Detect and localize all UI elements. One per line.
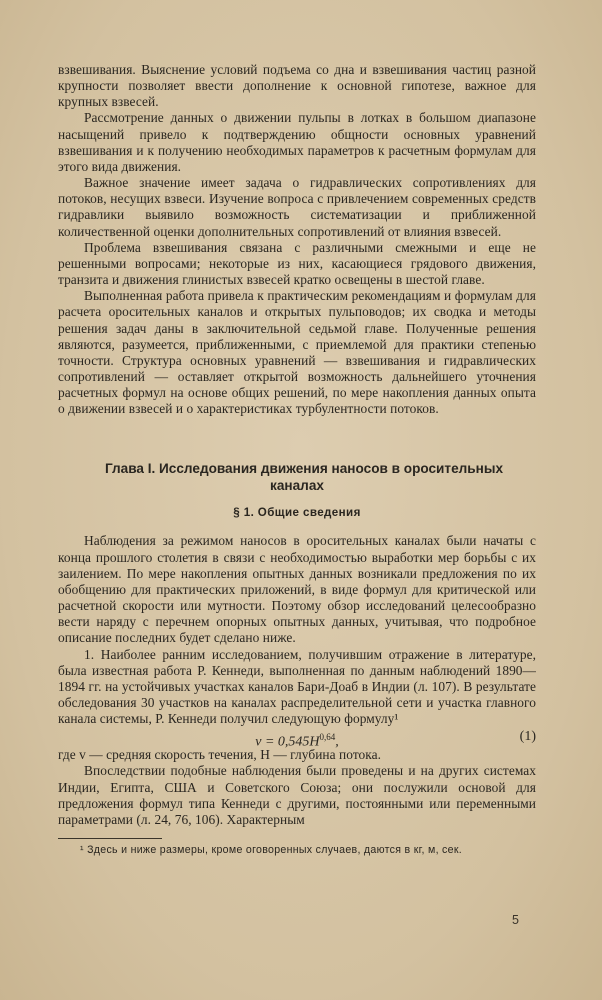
section-title: § 1. Общие сведения [233, 506, 361, 520]
paragraph-section-3: Впоследствии подобные наблюдения были проведены и на других системах Индии, Египта, США и Советского Союза; они послужили основой для предложения формул типа Кеннеди с другими, постоянными или переменными параметрами (л. 24, 76, 106). Характерным [58, 763, 536, 827]
chapter-title-continuation: каналах [270, 477, 324, 493]
formula-explanation: где v — средняя скорость течения, H — глубина потока. [58, 747, 382, 763]
paragraph-intro-2: Рассмотрение данных о движении пульпы в лотках в большом диапазоне насыщений привело к подтверждению общности основных уравнений взвешивания и к получению необходимых параметров к расчетным формулам для этого вида движения. [58, 110, 536, 174]
equation-number: (1) [519, 729, 536, 745]
formula-rhs: = 0,545H [264, 734, 320, 750]
paragraph-intro-4: Проблема взвешивания связана с различными смежными и еще не решенными вопросами; некоторые из них, касающиеся грядового движения, транзита и движения глинистых взвесей кратко освещены в шестой главе. [58, 239, 536, 288]
page-body [58, 62, 536, 857]
paragraph-section-1: Наблюдения за режимом наносов в оросительных каналах были начаты с конца прошлого столетия в связи с необходимостью выработки мер борьбы с их заилением. По мере накопления опытных данных возникали предложения по их обобщению для практических приложений, в виде формул для критической или расчетной скорости или мутности. Поэтому обзор исследований целесообразно вести наряду с перечнем опорных опытных данных, учитывая, что подробное описание последних будет сделано ниже. [58, 533, 536, 646]
paragraph-section-2: 1. Наиболее ранним исследованием, получившим отражение в литературе, была известная работа Р. Кеннеди, выполненная по данным наблюдений 1890—1894 гг. на устойчивых участках каналов Бари-Доаб в Индии (л. 107). В результате обследования 30 участков на каналах распределительной сети и участка главного канала системы, Р. Кеннеди получил следующую формулу¹ [58, 646, 536, 727]
formula-exponent: 0,64 [319, 732, 336, 743]
page-number: 5 [512, 913, 519, 927]
chapter-title: Глава I. Исследования движения наносов в оросительных [104, 461, 504, 477]
paragraph-intro-1: взвешивания. Выяснение условий подъема со дна и взвешивания частиц разной крупности позволяет ввести дополнение к основной гипотезе, важное для крупных взвесей. [58, 62, 536, 110]
formula-expression [58, 727, 536, 753]
footnote: ¹ Здесь и ниже размеры, кроме оговоренных случаев, даются в кг, м, сек. [80, 844, 463, 857]
paragraph-intro-3: Важное значение имеет задача о гидравлических сопротивлениях для потоков, несущих взвеси. Изучение вопроса с привлечением современных средств гидравлики выявило возможность систематизации и приближенной количественной оценки дополнительных сопротивлений от влияния взвесей. [58, 175, 536, 239]
formula-lhs: v [255, 734, 262, 750]
formula-tail: , [335, 734, 339, 750]
formula-kennedy [58, 727, 536, 750]
section-spacer [58, 417, 536, 461]
footnote-divider [58, 838, 162, 839]
paragraph-intro-5: Выполненная работа привела к практическим рекомендациям и формулам для расчета оросительных каналов и открытых пульповодов; их сводка и методы решения задач даны в заключительной седьмой главе. Полученные решения являются, разумеется, приближенными, с приемлемой для практики степенью точности. Структура основных уравнений — взвешивания и гидравлических сопротивлений — оставляет открытой возможность дальнейшего уточнения расчетных формул на основе общих решений, по мере накопления данных опыта о движении взвесей и о характеристиках турбулентности потоков. [58, 288, 536, 417]
